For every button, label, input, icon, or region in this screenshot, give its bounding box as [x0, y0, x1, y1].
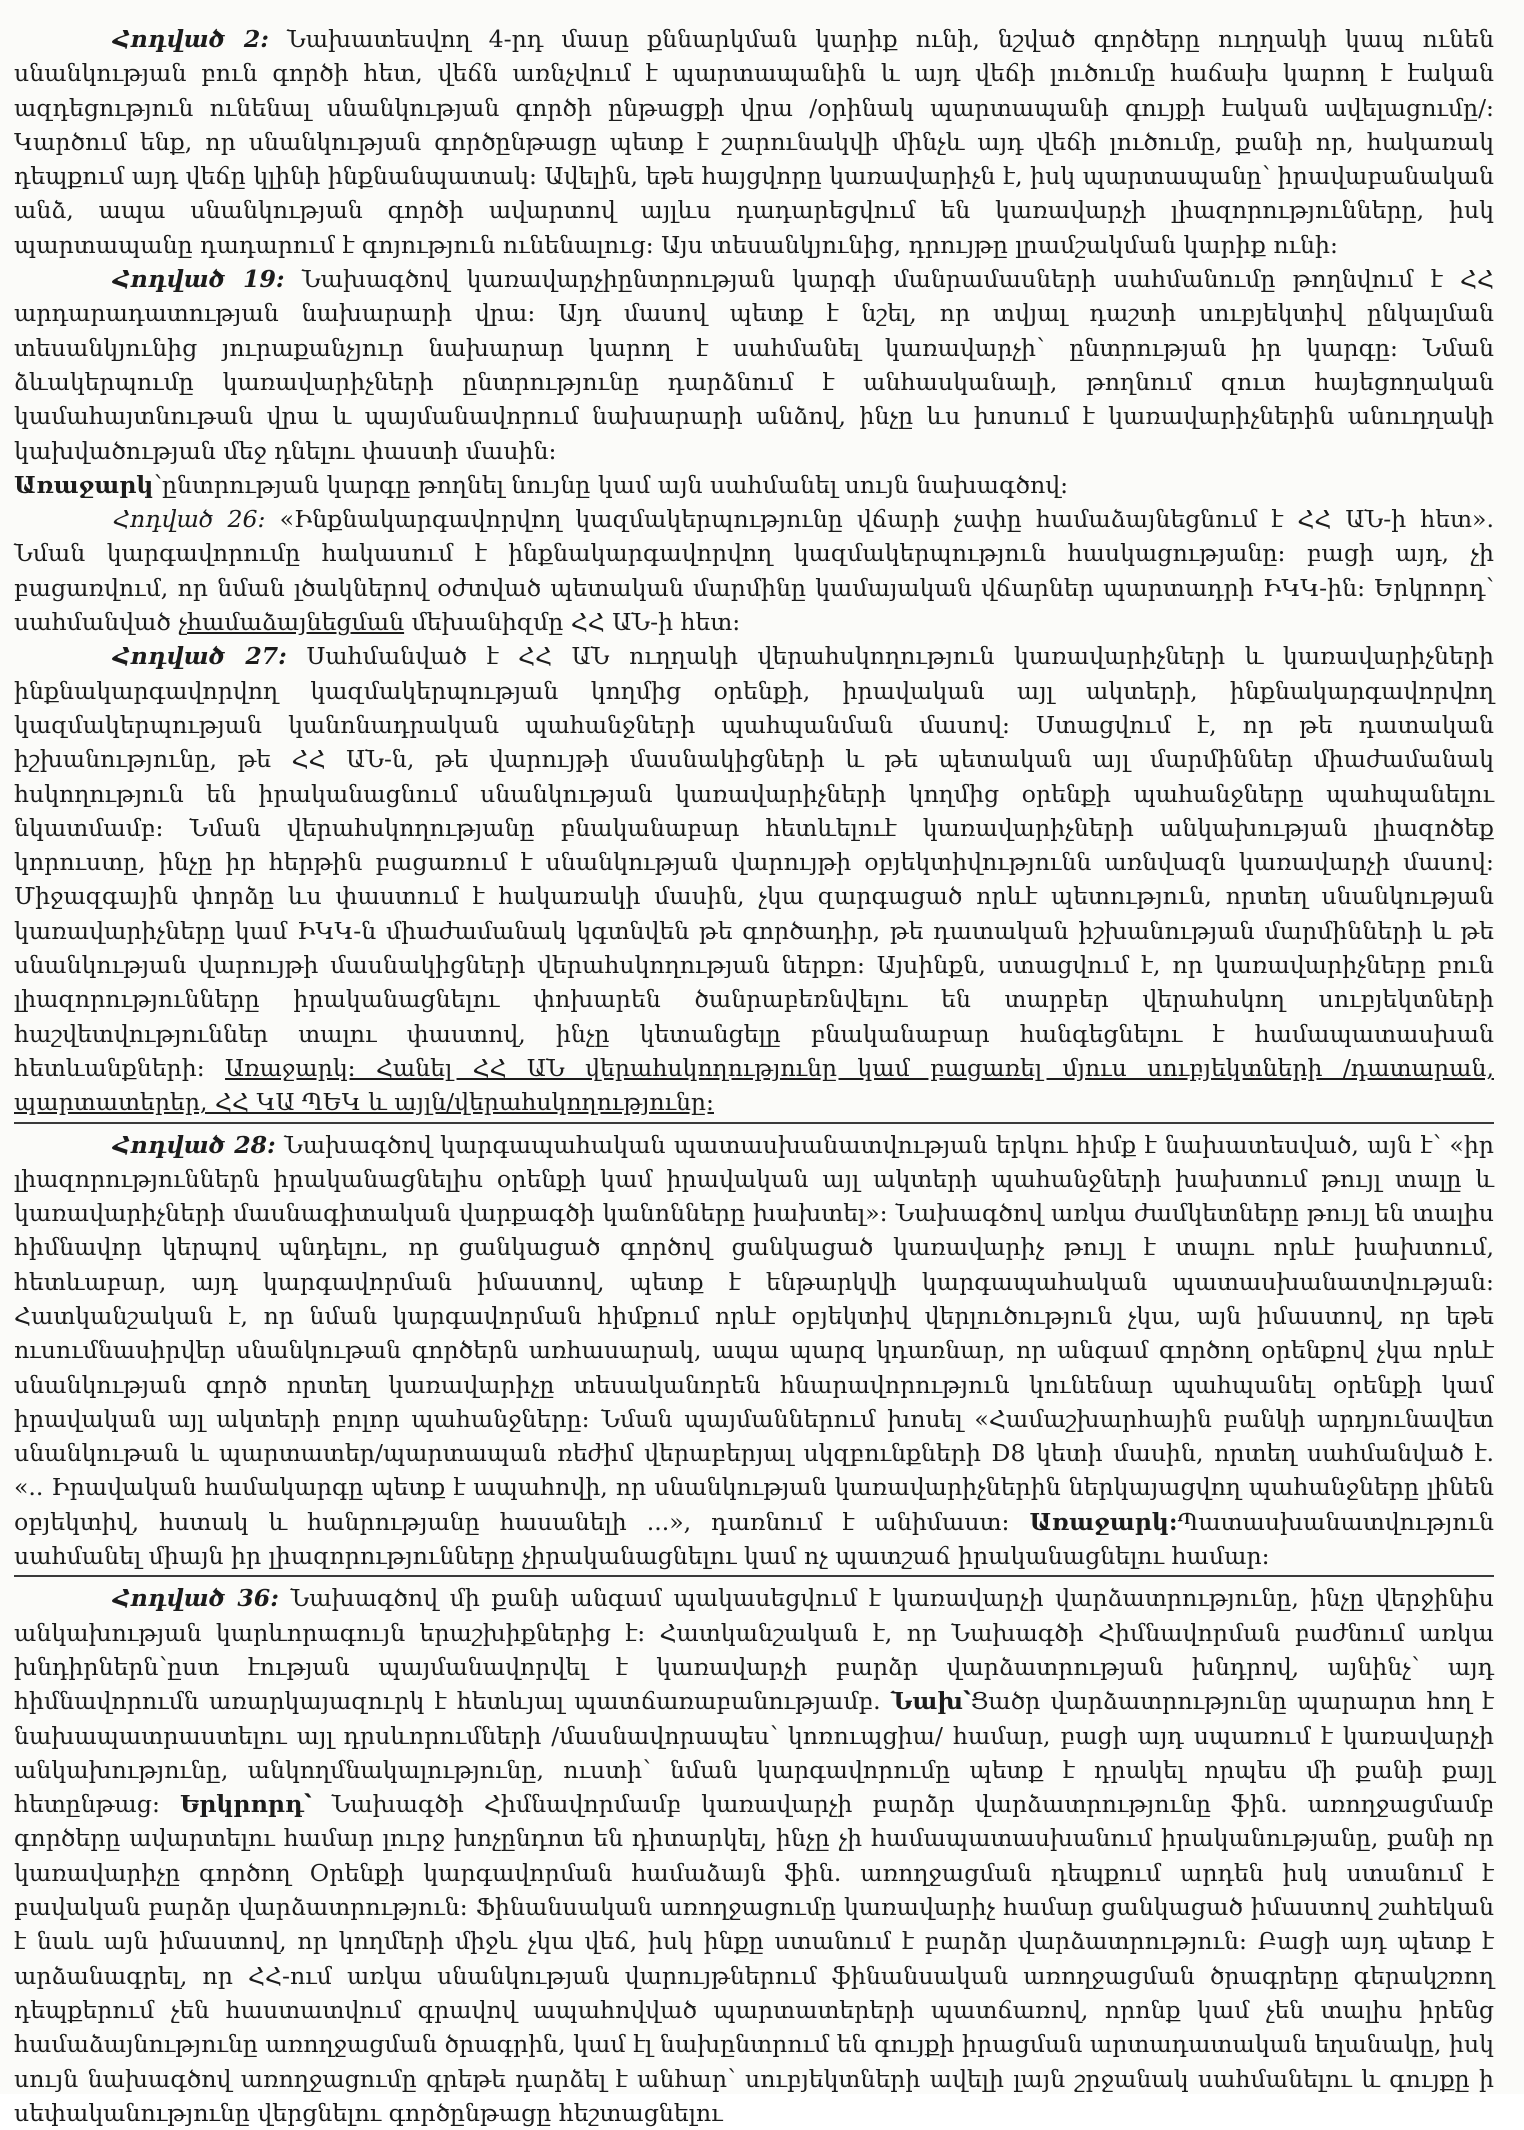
proposal-label: Առաջարկ [14, 470, 154, 499]
proposal-label: Առաջարկ: [1029, 1507, 1178, 1536]
section-divider [14, 1122, 1494, 1124]
article-27-paragraph [14, 639, 1494, 1119]
proposal-label-second: Երկրորդ՝ [179, 1790, 312, 1819]
proposal-label: Նախ՝ [890, 1687, 971, 1716]
paragraph-text: Նախագծով կառավարչիընտրության կարգի մանրամասների սահմանումը թողնվում է ՀՀ արդարադատության նախարարի վրա: Այդ մասով պետք է նշել, որ տվյալ դաշտի սուբյեկտիվ ընկալման տեսանկյունից յուրաքանչյուր նախարար կարող է սահմանել կառավարչի՝ ընտրության իր կարգը: Նման ձևակերպումը կառավարիչների ընտրությունը դարձնում է անհասկանալի, թողնում զուտ հայեցողական կամահայտնութան վրա և պայմանավորում նախարարի անձով, ինչը ևս խոսում է կառավարիչներին անուղղակի կախվածության մեջ դնելու փաստի մասին: [14, 265, 1494, 465]
proposal-text: Պատասխանատվություն սահմանել միայն իր լիազորությունները չիրականացնելու կամ ոչ պատշաճ իրականացնելու համար: [14, 1507, 1494, 1571]
proposal-text: Ցածր վարձատրությունը պարարտ հող է նախապատրաստելու այլ դրսևորումների /մասնավորապես՝ կոռուպցիա/ համար, բացի այդ սպառում է կառավարչի անկախությունը, անկողմնակալությունը, ուստի՝ նման կարգավորումը պետք է դրակել որպես մի քանի քայլ հետընթաց: [14, 1687, 1494, 1819]
paragraph-text: Նախագծով կարգապահական պատասխանատվության երկու հիմք է նախատեսված, այն է՝ «իր լիազորություններն իրականացնելիս օրենքի կամ իրավական այլ ակտերի պահանջների խախտում թույլ տալը և կառավարիչների մասնագիտական վարքագծի կանոնները խախտել»: Նախագծով առկա ժամկետները թույլ են տալիս հիմնավոր կերպով պնդելու, որ ցանկացած գործով ցանկացած կառավարիչ թույլ է տալու որևէ խախտում, հետևաբար, այդ կարգավորման իմաստով, պետք է ենթարկվի կարգապահական պատասխանատվության: Հատկանշական է, որ նման կարգավորման հիմքում որևէ օբյեկտիվ վերլուծություն չկա, այն իմաստով, որ եթե ուսումնասիրվեր սնանկութան գործերն առհասարակ, ապա պարզ կդառնար, որ անգամ գործող օրենքով չկա որևէ սնանկության գործ որտեղ կառավարիչը տեսականորեն հնարավորություն կունենար պահպանել օրենքի կամ իրավական այլ ակտերի բոլոր պահանջները: Նման պայմաններում խոսել «Համաշխարհային բանկի արդյունավետ սնանկութան և պարտատեր/պարտապան ռեժիմ վերաբերյալ սկզբունքների D8 կետի մասին, որտեղ սահմանված է. «.. Իրավական համակարգը պետք է ապահովի, որ սնանկության կառավարիչներին ներկայացվող պահանջները լինեն օբյեկտիվ, հստակ և հանրությանը հասանելի ...», դառնում է անիմաստ: [14, 1130, 1494, 1536]
proposal-text: ՝ընտրության կարգը թողնել նույնը կամ այն սահմանել սույն նախագծով: [153, 470, 1069, 499]
article-heading: Հոդված 28: [113, 1130, 276, 1159]
article-heading: Հոդված 19: [113, 265, 285, 294]
article-heading: Հոդված 26: [113, 505, 266, 534]
article-heading: Հոդված 2: [113, 25, 269, 53]
underlined-text: համաձայնեցման [187, 608, 405, 637]
paragraph-text: Սահմանված է ՀՀ ԱՆ ուղղակի վերահսկողություն կառավարիչների և կառավարիչների ինքնակարգավորվող կազմակերպության կողմից օրենքի, իրավական այլ ակտերի, ինքնակարգավորվող կազմակերպության կանոնադրական պահանջների պահպանման մասով: Ստացվում է, որ թե դատական իշխանությունը, թե ՀՀ ԱՆ-ն, թե վարույթի մասնակիցների և թե պետական այլ մարմիններ միաժամանակ հսկողություն են իրականացնում սնանկության կառավարիչների կողմից օրենքի պահանջները պահպանելու նկատմամբ: Նման վերահսկողությանը բնականաբար հետևելուէ կառավարիչների անկախության լիազոծեք կորուստը, ինչը իր հերթին բացառում է սնանկության վարույթի օբյեկտիվությունն առնվազն կառավարչի մասով: Միջազգային փորձը ևս փաստում է հակառակի մասին, չկա զարգացած որևէ պետություն, որտեղ սնանկության կառավարիչները կամ ԻԿԿ-ն միաժամանակ կգտնվեն թե գործադիր, թե դատական իշխանության մարմինների և թե սնանկության վարույթի մասնակիցների վերահսկողության ներքո: Այսինքն, ստացվում է, որ կառավարիչները բուն լիազորությունները իրականացնելու փոխարեն ծանրաբեռնվելու են տարբեր վերահսկող սուբյեկտների հաշվետվություններ տալու փաստով, ինչը կետանցելը բնականաբար հանգեցնելու է համապատասխան հետևանքների: [14, 642, 1494, 1082]
article-26-paragraph [14, 502, 1494, 639]
article-2-paragraph [14, 22, 1494, 262]
proposal-text-second: Նախագծի Հիմնավորմամբ կառավարչի բարձր վարձատրությունը ֆին. առողջացմամբ գործերը ավարտելու համար լուրջ խոչընդոտ են դիտարկել, ինչը չի համապատասխանում իրականությանը, քանի որ կառավարիչը գործող Օրենքի կարգավորման համաձայն ֆին. առողջացման դեպքում արդեն իսկ ստանում է բավական բարձր վարձատրություն: Ֆինանսական առողջացումը կառավարիչ համար ցանկացած իմաստով շահեկան է նաև այն իմաստով, որ կողմերի միջև չկա վեճ, իսկ ինքը ստանում է բարձր վարձատրություն: Բացի այդ պետք է արձանագրել, որ ՀՀ-ում առկա սնանկության վարույթներում ֆինանսական առողջացման ծրագրերը գերակշռող դեպքերում չեն հաստատվում գրավով ապահովված պարտատերերի պատճառով, որոնք կամ չեն տալիս իրենց համաձայնությունը առողջացման ծրագրին, կամ էլ նախընտրում են գույքի իրացման արտադատական եղանակը, իսկ սույն նախագծով առողջացումը գրեթե դարձել է անհար՝ սուբյեկտների ավելի լայն շրջանակ սահմանելու և գույքը ի սեփականությունը վերցնելու գործընթացը հեշտացնելու [14, 1790, 1494, 2127]
article-heading: Հոդված 27: [113, 642, 287, 671]
paragraph-text: Նախատեսվող 4-րդ մասը քննարկման կարիք ունի, նշված գործերը ուղղակի կապ ունեն սնանկության բուն գործի հետ, վեճն առնչվում է պարտապանին և այդ վեճի լուծումը հաճախ կարող է էական ազդեցություն ունենալ սնանկության գործի ընթացքի վրա /օրինակ պարտապանի գույքի էական ավելացումը/: Կարծում ենք, որ սնանկության գործընթացը պետք է շարունակվի մինչև այդ վեճի լուծումը, քանի որ, հակառակ դեպքում այդ վեճը կլինի ինքնանպատակ: Ավելին, եթե հայցվորը կառավարիչն է, իսկ պարտապանը՝ իրավաբանական անձ, ապա սնանկության գործի ավարտով այլևս դադարեցվում են կառավարչի լիազորությունները, իսկ պարտապանը դադարում է գոյություն ունենալուց: Այս տեսանկյունից, դրույթը լրամշակման կարիք ունի: [14, 25, 1494, 259]
section-divider [14, 1575, 1494, 1577]
article-28-paragraph [14, 1128, 1494, 1574]
proposal-underlined-text: Առաջարկ: Հանել ՀՀ ԱՆ վերահսկողությունը կամ բացառել մյուս սուբյեկտների /դատարան, պարտատերեր, ՀՀ ԿԱ ՊԵԿ և այլն/վերահսկողությունը: [14, 1053, 1494, 1117]
article-36-paragraph [14, 1581, 1494, 2130]
article-19-paragraph [14, 262, 1494, 502]
article-heading: Հոդված 36: [113, 1584, 279, 1613]
paragraph-text: «Ինքնակարգավորվող կազմակերպությունը վճարի չափը համաձայնեցնում է ՀՀ ԱՆ-ի հետ». Նման կարգավորումը հակասում է ինքնակարգավորվող կազմակերպություն հասկացությանը: բացի այդ, չի բացառվում, որ նման լծակներով օժտված պետական մարմինը կամայական վճարներ պարտադրի ԻԿԿ-ին: Երկրորդ՝ սահմանված չ [14, 505, 1494, 637]
paragraph-text: Նախագծով մի քանի անգամ պակասեցվում է կառավարչի վարձատրությունը, ինչը վերջինիս անկախության կարևորագույն երաշխիքներից է: Հատկանշական է, որ Նախագծի Հիմնավորման բաժնում առկա խնդիրներն՝ըստ էության պայմանավորվել է կառավարչի բարձր վարձատրության խնդրով, այնինչ՝ այդ հիմնավորումն առարկայազուրկ է հետևյալ պատճառաբանությամբ. [14, 1584, 1494, 1716]
paragraph-tail-text: մեխանիզմը ՀՀ ԱՆ-ի հետ: [404, 608, 741, 637]
